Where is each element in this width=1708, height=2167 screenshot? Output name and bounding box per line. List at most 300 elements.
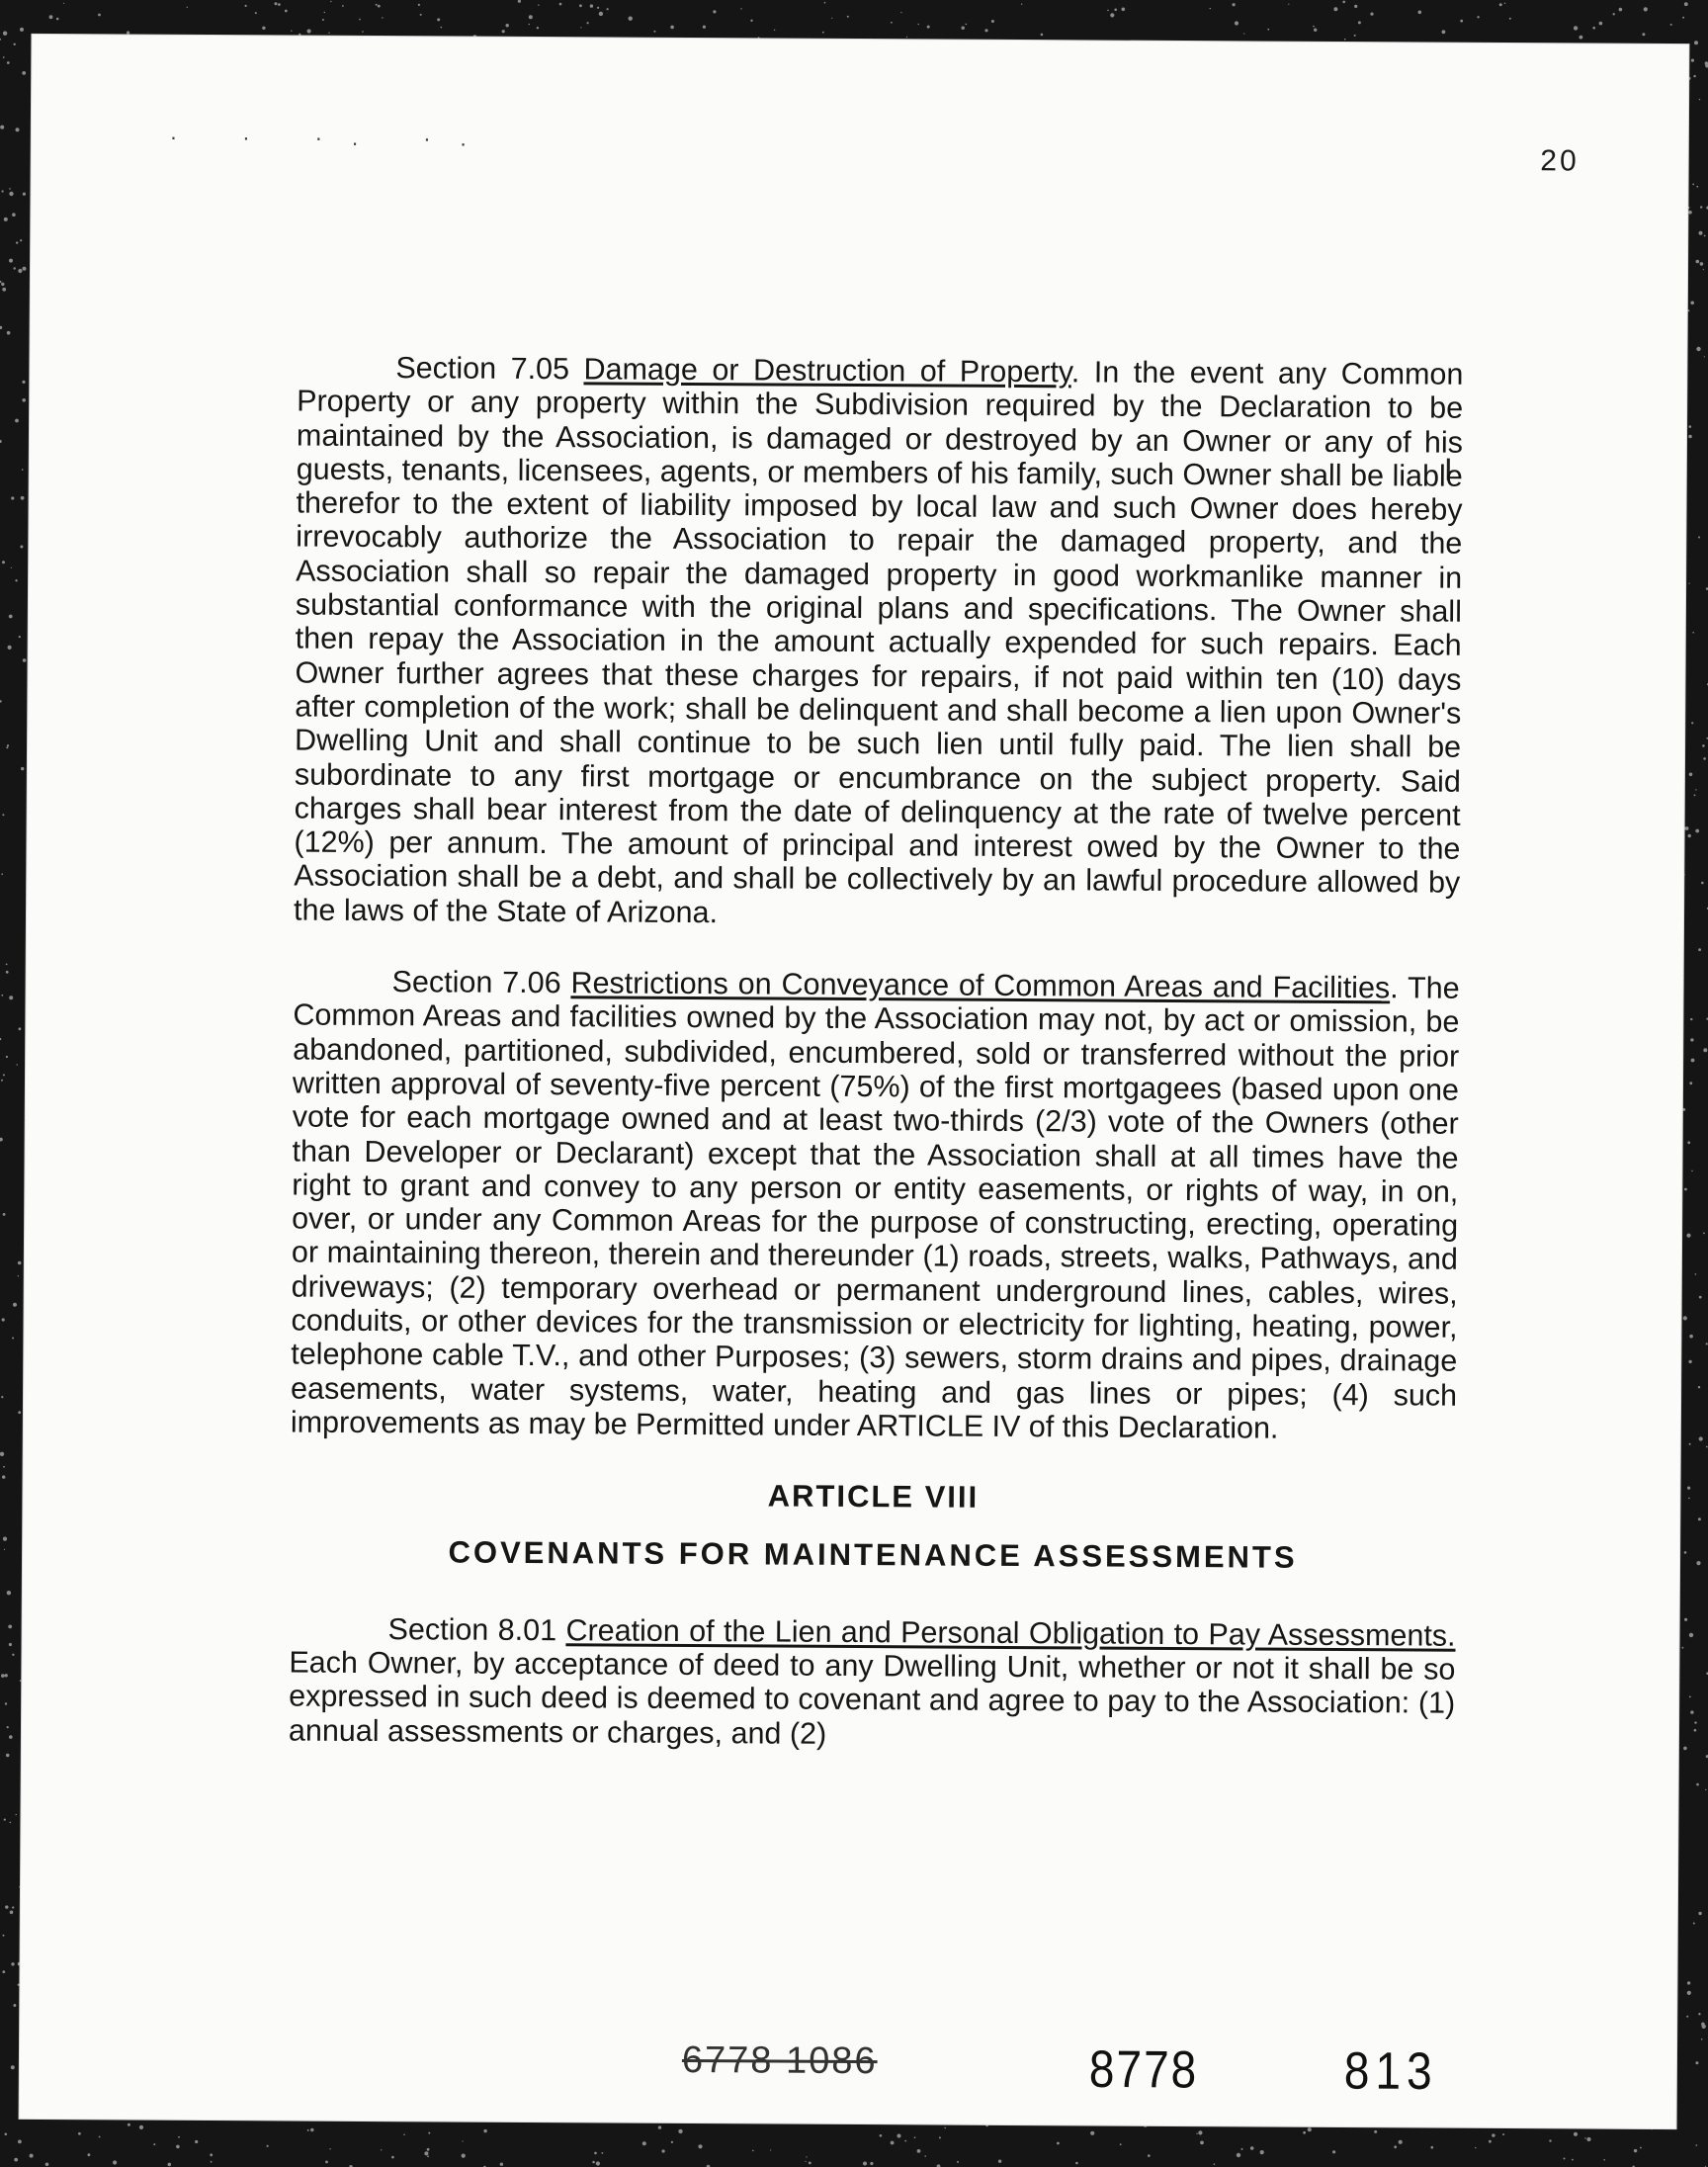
noise-speck [483, 2129, 486, 2132]
section-label: Section 7.06 [391, 965, 561, 1000]
noise-speck [23, 658, 27, 662]
noise-speck [750, 20, 752, 22]
noise-speck [0, 281, 2, 283]
noise-speck [381, 2149, 382, 2150]
noise-speck [1694, 1721, 1696, 1723]
noise-speck [1442, 30, 1446, 34]
noise-speck [1114, 9, 1117, 12]
noise-speck [325, 2161, 328, 2164]
noise-speck [9, 615, 13, 619]
noise-speck [267, 2145, 269, 2147]
noise-speck [1698, 1386, 1700, 1388]
noise-speck [1683, 1316, 1687, 1320]
noise-speck [1021, 3, 1022, 4]
noise-speck [906, 37, 907, 38]
noise-speck [13, 1303, 17, 1307]
noise-speck [2, 288, 6, 292]
noise-speck [1313, 26, 1315, 28]
noise-speck [924, 2155, 926, 2157]
noise-speck [1700, 232, 1702, 234]
noise-speck [1689, 773, 1693, 777]
noise-speck [1694, 41, 1698, 44]
noise-speck [310, 2128, 313, 2131]
noise-speck [285, 10, 288, 13]
noise-speck [1303, 2131, 1306, 2134]
noise-speck [278, 3, 281, 6]
noise-speck [0, 126, 4, 130]
noise-speck [1686, 2016, 1688, 2018]
noise-speck [1200, 2141, 1204, 2145]
noise-speck [957, 2161, 959, 2163]
noise-speck [4, 1819, 6, 1821]
noise-speck [502, 30, 505, 33]
noise-speck [1695, 789, 1696, 790]
noise-speck [1689, 1696, 1691, 1698]
noise-speck [17, 1064, 18, 1065]
noise-speck [1, 1674, 5, 1678]
noise-speck [698, 2144, 702, 2148]
noise-speck [1691, 1170, 1692, 1171]
noise-speck [1670, 24, 1672, 26]
noise-speck [1196, 2133, 1197, 2134]
noise-speck [1701, 882, 1704, 885]
noise-speck [4, 1549, 5, 1550]
noise-speck [1682, 17, 1684, 19]
section-heading: Creation of the Lien and Personal Obligation to Pay Assessments. [565, 1613, 1456, 1653]
noise-speck [1, 1080, 3, 1082]
noise-speck [1690, 1710, 1693, 1713]
noise-speck [770, 2149, 771, 2150]
noise-speck [1696, 2144, 1698, 2146]
noise-speck [195, 2140, 198, 2143]
noise-speck [1703, 269, 1704, 270]
noise-speck [1704, 356, 1705, 357]
noise-speck [6, 964, 8, 966]
noise-speck [14, 2158, 18, 2162]
noise-speck [1148, 2154, 1151, 2157]
noise-speck [1634, 2149, 1637, 2152]
noise-speck [1418, 11, 1422, 15]
noise-speck [18, 269, 22, 273]
noise-speck [3, 1537, 7, 1541]
noise-speck [1, 1396, 3, 1398]
noise-speck [1314, 29, 1317, 32]
document-page [20, 35, 1689, 2128]
section-label: Section 7.05 [395, 351, 570, 387]
noise-speck [9, 188, 11, 190]
noise-speck [1698, 537, 1700, 539]
noise-speck [1687, 309, 1689, 311]
noise-speck [1693, 1923, 1695, 1925]
noise-speck [713, 10, 716, 13]
noise-speck [1267, 29, 1269, 31]
noise-speck [1696, 347, 1700, 351]
noise-speck [245, 5, 247, 7]
noise-speck [1431, 2146, 1434, 2149]
noise-speck [441, 27, 443, 29]
noise-speck [56, 18, 59, 21]
noise-speck [330, 1, 331, 2]
noise-speck [1682, 1108, 1685, 1111]
noise-speck [703, 26, 706, 29]
noise-speck [1574, 2132, 1578, 2136]
section-text: . In the event any Common Property or any property within the Subdivision required by the Declaration to be maintained by the Association, is damaged or destroyed by an Owner or any of his guests, tenants, licensees, agents, or members of his family, such Owner shall be liable therefor to the extent of liability imposed by local law and such Owner does hereby irrevocably authorize the Association to repair the damaged property, and the Association shall so repair the damaged property in good workmanlike manner in substantial conformance with the original plans and specifications. The Owner shall then repay the Association in the amount actually expended for such repairs. Each Owner further agrees that these charges for repairs, if not paid within ten (10) days after completion of the work; shall be delinquent and shall become a lien upon Owner's Dwelling Unit and shall continue to be such lien until fully paid. The lien shall be subordinate to any first mortgage or encumbrance on the subject property. Said charges shall bear interest from the date of delinquency at the rate of twelve percent (12%) per annum. The amount of principal and interest owed by the Owner to the Association shall be a debt, and shall be collectively by an lawful procedure allowed by the laws of the State of Arizona. [293, 355, 1464, 929]
noise-speck [168, 2163, 172, 2167]
noise-speck [1695, 829, 1699, 833]
noise-speck [1692, 632, 1694, 634]
noise-speck [359, 19, 361, 21]
noise-speck [322, 19, 324, 21]
noise-speck [891, 2141, 895, 2145]
noise-speck [962, 27, 965, 30]
noise-speck [1688, 1360, 1691, 1363]
noise-speck [1475, 2147, 1476, 2148]
noise-speck [113, 2160, 117, 2164]
noise-speck [1233, 3, 1236, 6]
noise-speck [16, 128, 20, 131]
noise-speck [462, 2154, 466, 2158]
noise-speck [1333, 7, 1337, 11]
noise-speck [1354, 5, 1357, 8]
noise-speck [1477, 16, 1479, 18]
noise-speck [23, 267, 27, 271]
noise-speck [8, 646, 12, 650]
noise-speck [6, 746, 8, 748]
noise-speck [376, 4, 378, 6]
noise-speck [98, 14, 101, 17]
noise-speck [139, 2125, 143, 2129]
noise-speck [3, 1074, 5, 1076]
noise-speck [20, 546, 23, 549]
page-number: 20 [1540, 144, 1580, 178]
noise-speck [1332, 2150, 1335, 2153]
noise-speck [1689, 425, 1692, 428]
noise-speck [1586, 2137, 1590, 2141]
noise-speck [187, 7, 188, 8]
noise-speck [15, 579, 17, 581]
noise-speck [1688, 435, 1692, 439]
noise-speck [1690, 1038, 1693, 1041]
noise-speck [127, 33, 128, 34]
noise-speck [18, 1411, 21, 1414]
noise-speck [1574, 26, 1578, 30]
noise-speck [1599, 22, 1603, 26]
noise-speck [1683, 1747, 1687, 1751]
scan-artifact-marks: · · ·. ·. [169, 124, 496, 151]
noise-speck [20, 239, 22, 241]
noise-speck [30, 2154, 34, 2158]
noise-speck [1687, 1141, 1690, 1144]
noise-speck [1, 283, 4, 286]
noise-speck [23, 193, 26, 196]
noise-speck [6, 971, 9, 974]
noise-speck [1394, 2145, 1397, 2148]
noise-speck [307, 29, 311, 33]
noise-speck [1549, 2139, 1551, 2141]
noise-speck [1603, 2159, 1605, 2161]
noise-speck [12, 1654, 14, 1656]
noise-speck [831, 18, 832, 19]
noise-speck [1702, 2025, 1706, 2029]
noise-speck [1688, 834, 1691, 837]
noise-speck [587, 22, 589, 24]
noise-speck [1704, 235, 1706, 237]
noise-speck [939, 2136, 941, 2138]
noise-speck [1701, 2038, 1703, 2040]
noise-speck [9, 259, 13, 263]
section-8-01 [289, 1611, 1456, 1754]
noise-speck [1198, 2130, 1202, 2134]
noise-speck [7, 1591, 11, 1595]
noise-speck [21, 767, 24, 770]
noise-speck [22, 469, 24, 471]
noise-speck [1694, 1729, 1697, 1732]
noise-speck [642, 2141, 646, 2145]
noise-speck [904, 2140, 906, 2142]
noise-speck [774, 30, 775, 31]
noise-speck [22, 398, 26, 402]
noise-speck [1699, 231, 1703, 235]
noise-speck [0, 440, 2, 443]
noise-speck [1696, 1561, 1700, 1565]
noise-speck [529, 15, 533, 19]
recording-page-number: 813 [1343, 2040, 1438, 2101]
noise-speck [418, 4, 420, 6]
noise-speck [1700, 262, 1704, 266]
noise-speck [19, 1027, 22, 1030]
noise-speck [1110, 13, 1114, 17]
noise-speck [437, 18, 440, 21]
noise-speck [1684, 2, 1688, 6]
noise-speck [45, 2163, 49, 2167]
noise-speck [1696, 186, 1698, 188]
noise-speck [805, 2161, 806, 2162]
noise-speck [1700, 206, 1702, 208]
noise-speck [1592, 27, 1595, 30]
noise-speck [2, 1970, 5, 1973]
noise-speck [1344, 39, 1346, 41]
noise-speck [3, 1935, 5, 1937]
noise-speck [1489, 2140, 1492, 2143]
noise-speck [1250, 2146, 1254, 2150]
noise-speck [1120, 2143, 1122, 2145]
noise-speck [1684, 1188, 1687, 1191]
noise-speck [1698, 1517, 1701, 1520]
noise-speck [127, 31, 129, 34]
noise-speck [1041, 34, 1044, 37]
noise-speck [1698, 2013, 1700, 2015]
noise-speck [1288, 4, 1289, 5]
noise-speck [1564, 2158, 1566, 2160]
noise-speck [427, 2148, 430, 2151]
noise-speck [1682, 1647, 1684, 1649]
noise-speck [607, 8, 609, 10]
noise-speck [21, 496, 25, 500]
noise-speck [1370, 13, 1373, 16]
noise-speck [518, 0, 521, 3]
noise-speck [599, 12, 603, 16]
noise-speck [1237, 2153, 1240, 2157]
noise-speck [7, 744, 9, 746]
noise-speck [6, 1056, 8, 1058]
noise-speck [2, 814, 4, 816]
noise-speck [1699, 99, 1700, 100]
noise-speck [18, 1261, 22, 1265]
noise-speck [1, 873, 3, 875]
noise-speck [870, 2162, 873, 2165]
noise-speck [18, 1275, 19, 1276]
noise-speck [9, 1643, 12, 1646]
noise-speck [262, 27, 265, 30]
noise-speck [275, 2, 278, 5]
noise-speck [291, 31, 292, 32]
noise-speck [1684, 1551, 1687, 1554]
noise-speck [1090, 2131, 1094, 2135]
article-subtitle: COVENANTS FOR MAINTENANCE ASSESSMENTS [448, 1534, 1298, 1575]
noise-speck [176, 2145, 180, 2149]
noise-speck [998, 2160, 1001, 2163]
noise-speck [1243, 33, 1244, 34]
noise-speck [307, 2129, 309, 2131]
noise-speck [918, 24, 919, 25]
noise-speck [537, 27, 539, 29]
noise-speck [10, 1911, 14, 1915]
noise-speck [428, 2132, 430, 2134]
section-text: . The Common Areas and facilities owned by the Association may not, by act or omission, be abandoned, partitioned, subdivided, encumbered, sold or transferred without the prior written approval of seventy-five percent (75%) of the first mortgagees (based upon one vote for each mortgage owned and at least two-thirds (2/3) vote of the Owners (other than Developer or Declarant) except that the Association shall at all times have the right to grant and convey to any person or entity easements, or rights of way, in on, over, or under any Common Areas for the purpose of constructing, erecting, operating or maintaining thereon, therein and thereunder (1) roads, streets, walks, Pathways, and driveways; (2) temporary overhead or permanent underground lines, cables, wires, conduits, or other devices for the transmission or electricity for lighting, heating, power, telephone cable T.V., and other Purposes; (3) sewers, storm drains and pipes, drainage easements, water systems, water, heating and gas lines or pipes; (4) such improvements as may be Permitted under ARTICLE IV of this Declaration. [290, 971, 1460, 1445]
noise-speck [2, 561, 5, 563]
noise-speck [1374, 2130, 1377, 2133]
noise-speck [328, 33, 329, 34]
noise-speck [597, 7, 599, 9]
noise-speck [1688, 211, 1692, 215]
noise-speck [2, 1318, 5, 1321]
noise-speck [5, 2133, 8, 2136]
noise-speck [1492, 2133, 1494, 2136]
noise-speck [3, 32, 7, 36]
noise-speck [382, 17, 383, 18]
noise-speck [809, 2162, 811, 2165]
noise-speck [1703, 1048, 1707, 1052]
section-heading: Restrictions on Conveyance of Common Areas and Facilities [570, 966, 1391, 1005]
noise-speck [1699, 1436, 1703, 1440]
noise-speck [3, 56, 5, 58]
noise-speck [1460, 20, 1463, 23]
noise-speck [594, 2152, 597, 2155]
noise-speck [629, 17, 633, 21]
noise-speck [1706, 1343, 1708, 1344]
noise-speck [966, 24, 968, 26]
noise-speck [596, 2161, 600, 2165]
noise-speck [342, 5, 344, 7]
noise-speck [0, 1452, 4, 1456]
noise-speck [559, 3, 562, 6]
noise-speck [1691, 59, 1694, 62]
noise-speck [880, 2134, 883, 2137]
noise-speck [1509, 18, 1511, 20]
noise-speck [580, 27, 581, 28]
noise-speck [671, 2141, 673, 2143]
noise-speck [1698, 948, 1701, 951]
struck-reference-number: 6778 1086 [681, 2038, 878, 2083]
noise-speck [579, 4, 582, 7]
noise-speck [670, 26, 674, 30]
noise-speck [506, 24, 509, 27]
noise-speck [1689, 1443, 1691, 1445]
noise-speck [1685, 826, 1689, 830]
noise-speck [15, 419, 19, 423]
section-7-06 [291, 965, 1460, 1446]
noise-speck [2, 1475, 5, 1478]
document-body [289, 351, 1464, 1792]
noise-speck [391, 2156, 394, 2159]
noise-speck [592, 2161, 595, 2164]
noise-speck [18, 2140, 22, 2144]
noise-speck [1358, 21, 1361, 24]
noise-speck [0, 39, 1, 41]
noise-speck [22, 71, 26, 75]
noise-speck [1, 190, 3, 192]
noise-speck [806, 2156, 807, 2157]
noise-speck [822, 32, 824, 34]
noise-speck [1691, 1059, 1695, 1063]
noise-speck [740, 8, 741, 9]
noise-speck [1686, 1234, 1690, 1238]
noise-speck [752, 2150, 754, 2152]
noise-speck [1690, 1018, 1692, 1020]
noise-speck [1075, 2162, 1078, 2165]
noise-speck [1584, 2137, 1585, 2138]
noise-speck [211, 2161, 213, 2163]
noise-speck [19, 636, 21, 638]
noise-speck [3, 1466, 5, 1468]
noise-speck [1504, 3, 1505, 4]
noise-speck [863, 2162, 867, 2166]
noise-speck [14, 43, 16, 45]
noise-speck [1687, 1487, 1690, 1490]
noise-speck [6, 1754, 10, 1758]
noise-speck [1122, 8, 1126, 12]
noise-speck [1695, 2061, 1698, 2064]
noise-speck [1689, 1335, 1693, 1339]
noise-speck [984, 29, 987, 32]
noise-speck [1572, 2159, 1574, 2161]
noise-speck [1354, 35, 1356, 37]
noise-speck [1691, 722, 1693, 724]
noise-speck [847, 16, 849, 18]
noise-speck [658, 2125, 661, 2128]
noise-speck [1688, 1498, 1690, 1500]
noise-speck [653, 31, 655, 33]
noise-speck [1687, 207, 1689, 209]
book-number: 8778 [1088, 2038, 1199, 2100]
noise-speck [210, 2153, 213, 2156]
noise-speck [590, 4, 593, 7]
noise-speck [88, 2153, 91, 2156]
noise-speck [900, 12, 901, 13]
noise-speck [13, 2004, 16, 2007]
noise-speck [1214, 2163, 1216, 2165]
noise-speck [4, 217, 8, 221]
noise-speck [63, 3, 64, 4]
noise-speck [1235, 21, 1238, 25]
noise-speck [1689, 1633, 1693, 1637]
noise-speck [1703, 757, 1706, 760]
noise-speck [917, 2149, 921, 2153]
noise-speck [897, 2134, 901, 2138]
noise-speck [891, 22, 893, 24]
noise-speck [9, 1735, 13, 1739]
noise-speck [1260, 2150, 1264, 2154]
